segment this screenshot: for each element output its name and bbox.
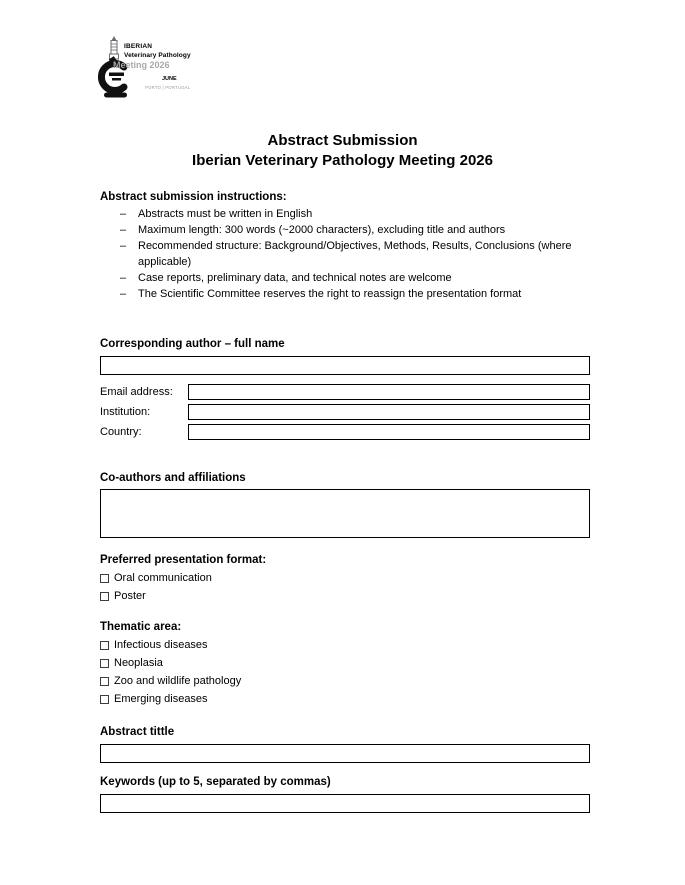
list-item (100, 286, 582, 302)
abstract-title-input[interactable] (100, 744, 590, 763)
dash-bullet: – (120, 224, 127, 236)
logo-text-month: JUNE (162, 76, 177, 82)
checkbox[interactable] (100, 592, 109, 601)
thematic-section (100, 620, 590, 708)
dash-bullet: – (120, 208, 127, 220)
checkbox[interactable] (100, 641, 109, 650)
option-label: Oral communication (114, 572, 212, 584)
format-section (100, 553, 590, 605)
page-title-line1: Abstract Submission (267, 132, 418, 149)
list-item-text: Recommended structure: Background/Objectives, Methods, Results, Conclusions (where applicable) (138, 240, 572, 268)
list-item (100, 270, 582, 286)
option-emerging-diseases[interactable] (100, 690, 590, 708)
institution-label: Institution: (100, 406, 151, 418)
checkbox[interactable] (100, 659, 109, 668)
list-item-text: Case reports, preliminary data, and technical notes are welcome (138, 272, 452, 284)
option-infectious-diseases[interactable] (100, 636, 590, 654)
list-item (100, 222, 582, 238)
page-title-line2: Iberian Veterinary Pathology Meeting 2026 (192, 152, 493, 169)
option-label: Infectious diseases (114, 639, 208, 651)
contact-section (100, 384, 590, 444)
checkbox[interactable] (100, 574, 109, 583)
option-oral-communication[interactable] (100, 569, 590, 587)
coauthors-label: Co-authors and affiliations (100, 472, 246, 484)
page-title (0, 131, 685, 171)
option-label: Emerging diseases (114, 693, 208, 705)
keywords-input[interactable] (100, 794, 590, 813)
dash-bullet: – (120, 288, 127, 300)
list-item-text: The Scientific Committee reserves the right to reassign the presentation format (138, 288, 522, 300)
institution-input[interactable] (188, 404, 590, 420)
checkbox[interactable] (100, 695, 109, 704)
list-item (100, 238, 582, 270)
corresponding-author-section (100, 337, 590, 375)
country-input[interactable] (188, 424, 590, 440)
list-item-text: Maximum length: 300 words (~2000 characters), excluding title and authors (138, 224, 506, 236)
option-label: Zoo and wildlife pathology (114, 675, 242, 687)
thematic-options (100, 636, 590, 708)
list-item (100, 206, 582, 222)
corresponding-author-label: Corresponding author – full name (100, 338, 285, 350)
abstract-title-label: Abstract tittle (100, 726, 175, 738)
dash-bullet: – (120, 240, 127, 252)
email-label: Email address: (100, 386, 173, 398)
coauthors-textarea[interactable] (100, 489, 590, 538)
instructions-heading: Abstract submission instructions: (100, 191, 287, 203)
instructions-section (100, 190, 582, 302)
dash-bullet: – (120, 272, 127, 284)
thematic-heading: Thematic area: (100, 621, 182, 633)
email-row (100, 384, 590, 400)
option-label: Poster (114, 590, 146, 602)
country-row (100, 424, 590, 440)
instructions-list (100, 206, 582, 302)
coauthors-section (100, 471, 590, 538)
abstract-title-section (100, 725, 590, 763)
list-item-text: Abstracts must be written in English (138, 208, 313, 220)
country-label: Country: (100, 426, 142, 438)
option-neoplasia[interactable] (100, 654, 590, 672)
institution-row (100, 404, 590, 420)
email-input[interactable] (188, 384, 590, 400)
checkbox[interactable] (100, 677, 109, 686)
meeting-logo (98, 36, 198, 98)
option-zoo-wildlife-pathology[interactable] (100, 672, 590, 690)
option-label: Neoplasia (114, 657, 163, 669)
logo-text-location: PORTO | PORTUGAL (145, 85, 191, 90)
logo-text-meeting: Meeting 2026 (113, 59, 170, 70)
format-heading: Preferred presentation format: (100, 554, 267, 566)
format-options (100, 569, 590, 605)
logo-text-iberian: IBERIAN (124, 43, 153, 50)
option-poster[interactable] (100, 587, 590, 605)
keywords-label: Keywords (up to 5, separated by commas) (100, 776, 331, 788)
logo-text-vetpath: Veterinary Pathology (124, 51, 191, 59)
corresponding-author-input[interactable] (100, 356, 590, 375)
keywords-section (100, 775, 590, 813)
